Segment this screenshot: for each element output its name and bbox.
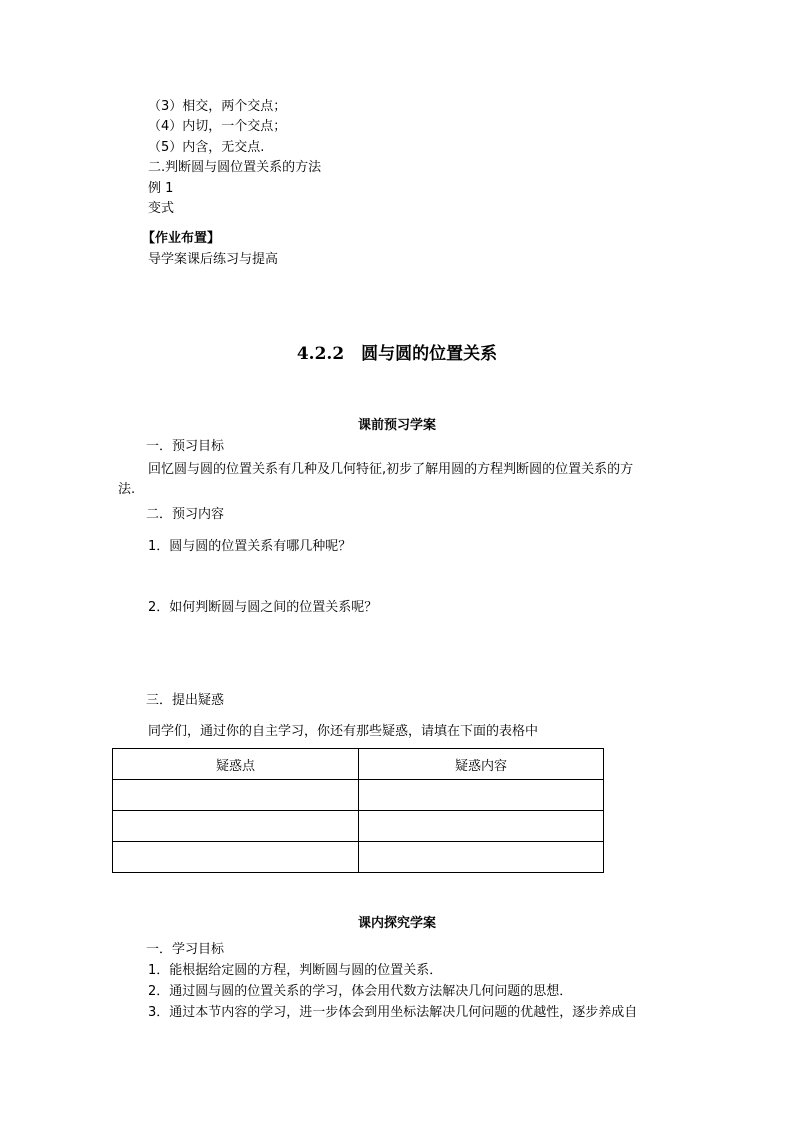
- preview-goal-text-2: 法.: [118, 482, 136, 497]
- preview-question-1: 1．圆与圆的位置关系有哪几种呢？: [148, 539, 352, 554]
- inclass-goal-3: 3．通过本节内容的学习，进一步体会到用坐标法解决几何问题的优越性，逐步养成自: [148, 1005, 638, 1020]
- table-header-row: [113, 749, 604, 780]
- table-row: [113, 842, 604, 873]
- table-row: [113, 780, 604, 811]
- homework-heading: 【作业布置】: [142, 231, 221, 246]
- inclass-goal-2: 2．通过圆与圆的位置关系的学习，体会用代数方法解决几何问题的思想．: [148, 984, 573, 999]
- table-cell[interactable]: [359, 811, 604, 842]
- table-cell[interactable]: [113, 842, 359, 873]
- preview-goal-heading: 一．预习目标: [146, 439, 225, 454]
- preview-goal-text-1: 回忆圆与圆的位置关系有几种及几何特征,初步了解用圆的方程判断圆的位置关系的方: [148, 462, 634, 477]
- variant-label: 变式: [148, 201, 175, 216]
- inclass-goal-1: 1．能根据给定圆的方程，判断圆与圆的位置关系．: [148, 963, 443, 978]
- item-internal-tangent: （4）内切，一个交点；: [148, 119, 287, 134]
- preview-question-2: 2．如何判断圆与圆之间的位置关系呢？: [148, 600, 378, 615]
- inclass-heading: 课内探究学案: [357, 916, 436, 931]
- section-title: 4.2.2 圆与圆的位置关系: [296, 344, 498, 364]
- table-cell[interactable]: [359, 842, 604, 873]
- table-cell[interactable]: [359, 780, 604, 811]
- doubt-table: [112, 748, 604, 873]
- table-header-doubt-point: 疑惑点: [113, 749, 359, 780]
- table-cell[interactable]: [113, 780, 359, 811]
- doubt-heading: 三．提出疑惑: [146, 693, 225, 708]
- method-heading: 二.判断圆与圆位置关系的方法: [148, 160, 322, 175]
- item-intersect: （3）相交，两个交点；: [148, 99, 287, 114]
- homework-text: 导学案课后练习与提高: [148, 252, 279, 267]
- example-label: 例 1: [148, 181, 174, 196]
- table-row: [113, 811, 604, 842]
- doubt-intro: 同学们，通过你的自主学习，你还有那些疑惑，请填在下面的表格中: [148, 724, 539, 739]
- inclass-goal-heading: 一．学习目标: [146, 942, 225, 957]
- preview-heading: 课前预习学案: [357, 418, 436, 433]
- table-header-doubt-content: 疑惑内容: [359, 749, 604, 780]
- item-contained: （5）内含，无交点.: [148, 140, 265, 155]
- table-cell[interactable]: [113, 811, 359, 842]
- preview-content-heading: 二．预习内容: [146, 507, 225, 522]
